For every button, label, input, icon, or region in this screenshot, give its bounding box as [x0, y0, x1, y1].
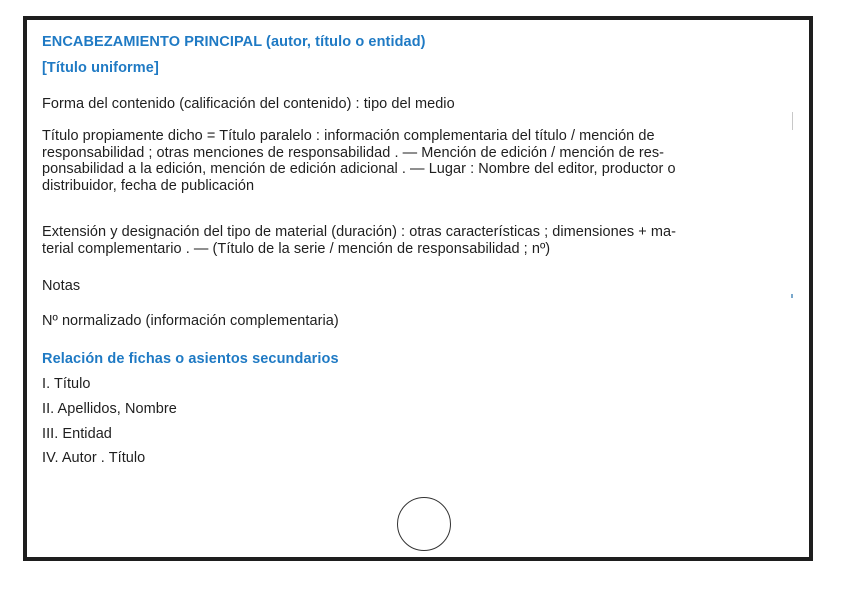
physical-description-line: Extensión y designación del tipo de material (duración) : otras características ; dimensiones + ma-: [42, 224, 676, 240]
tracing-item: II. Apellidos, Nombre: [42, 401, 177, 417]
notes-line: Notas: [42, 278, 81, 294]
title-area-line: distribuidor, fecha de publicación: [42, 177, 255, 194]
main-heading: ENCABEZAMIENTO PRINCIPAL (autor, título o entidad): [42, 34, 426, 50]
title-area-line: responsabilidad ; otras menciones de responsabilidad . — Mención de edición / mención de res-: [42, 144, 665, 161]
card-hole: [397, 497, 451, 551]
physical-description-line: terial complementario . — (Título de la serie / mención de responsabilidad ; nº): [42, 240, 551, 257]
tracing-item: I. Título: [42, 376, 91, 392]
margin-mark: [792, 112, 793, 130]
content-form-line: Forma del contenido (calificación del contenido) : tipo del medio: [42, 96, 455, 112]
tracings-heading: Relación de fichas o asientos secundarios: [42, 351, 339, 367]
tracing-item: IV. Autor . Título: [42, 450, 146, 466]
margin-mark: [791, 294, 793, 298]
physical-description: [42, 224, 792, 257]
title-area-line: ponsabilidad a la edición, mención de edición adicional . — Lugar : Nombre del editor, productor o: [42, 161, 676, 177]
tracing-item: III. Entidad: [42, 426, 112, 442]
title-area-line: Título propiamente dicho = Título paralelo : información complementaria del título / mención de: [42, 128, 655, 144]
standard-number-line: Nº normalizado (información complementaria): [42, 313, 339, 329]
catalog-card: [23, 16, 813, 561]
uniform-title: [Título uniforme]: [42, 60, 159, 76]
title-area: [42, 128, 792, 194]
